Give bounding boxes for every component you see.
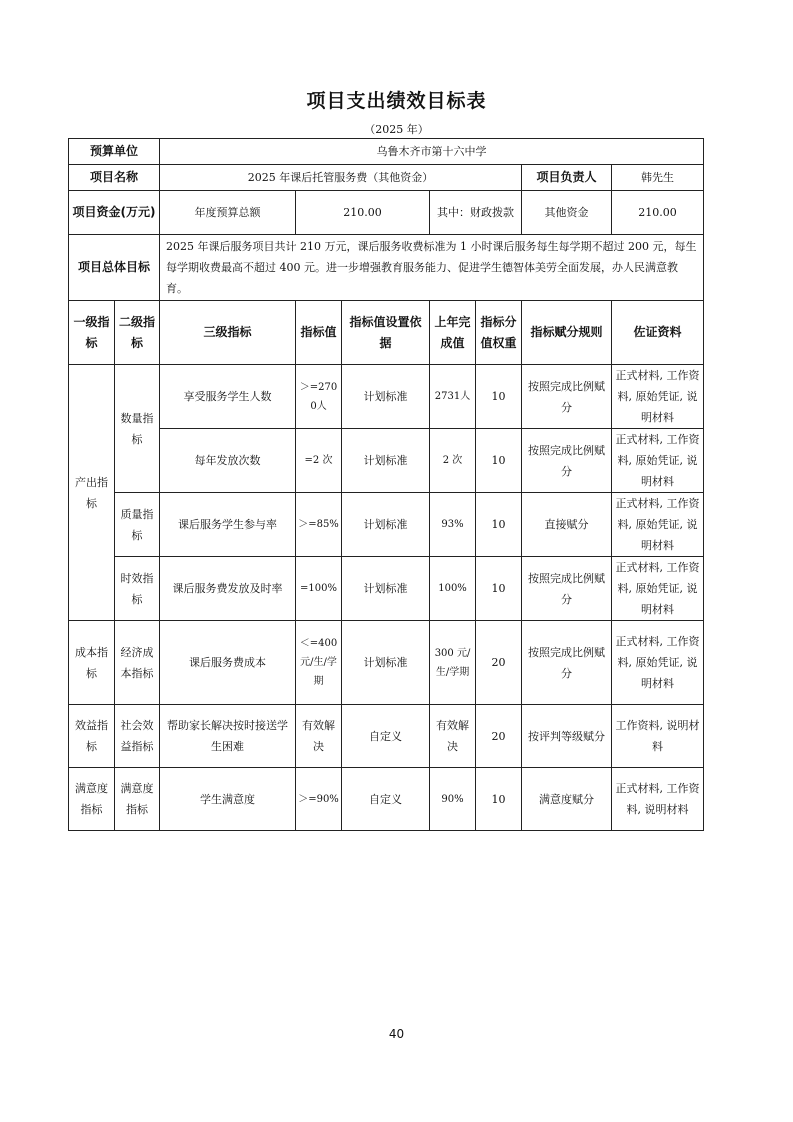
page-number: 40 (388, 1027, 405, 1041)
table-row (69, 768, 704, 831)
table-row (69, 493, 704, 557)
header-cell: 指标值设置依据 (342, 301, 430, 365)
value-cell: ＞=90% (296, 768, 342, 831)
value-cell: ＞=85% (296, 493, 342, 557)
basis-cell: 自定义 (342, 705, 430, 768)
value-cell: ＜=400元/生/学期 (296, 621, 342, 705)
evidence-cell: 工作资料, 说明材料 (612, 705, 704, 768)
table-row (69, 429, 704, 493)
weight-cell: 10 (476, 365, 522, 429)
value-cell: =100% (296, 557, 342, 621)
rule-cell: 按照完成比例赋分 (522, 429, 612, 493)
header-cell: 二级指标 (115, 301, 160, 365)
level2-cell: 时效指标 (115, 557, 160, 621)
level2-cell: 质量指标 (115, 493, 160, 557)
other-label: 其他资金 (522, 191, 612, 235)
basis-cell: 计划标准 (342, 621, 430, 705)
rule-cell: 按评判等级赋分 (522, 705, 612, 768)
header-cell: 佐证资料 (612, 301, 704, 365)
basis-cell: 计划标准 (342, 429, 430, 493)
evidence-cell: 正式材料, 工作资料, 原始凭证, 说明材料 (612, 365, 704, 429)
annual-total-value: 210.00 (296, 191, 430, 235)
value-cell: 有效解决 (296, 705, 342, 768)
level3-cell: 课后服务费发放及时率 (160, 557, 296, 621)
budget-unit-label: 预算单位 (69, 139, 160, 165)
value-cell: ＞=2700人 (296, 365, 342, 429)
rule-cell: 满意度赋分 (522, 768, 612, 831)
basis-cell: 计划标准 (342, 493, 430, 557)
header-cell: 三级指标 (160, 301, 296, 365)
annual-total-label: 年度预算总额 (160, 191, 296, 235)
header-cell: 一级指标 (69, 301, 115, 365)
header-cell: 指标值 (296, 301, 342, 365)
performance-table (68, 138, 704, 831)
level2-cell: 经济成本指标 (115, 621, 160, 705)
project-name-value: 2025 年课后托管服务费（其他资金） (160, 165, 522, 191)
rule-cell: 直接赋分 (522, 493, 612, 557)
weight-cell: 20 (476, 621, 522, 705)
weight-cell: 20 (476, 705, 522, 768)
last-year-cell: 有效解决 (430, 705, 476, 768)
goal-label: 项目总体目标 (69, 235, 160, 301)
evidence-cell: 正式材料, 工作资料, 原始凭证, 说明材料 (612, 429, 704, 493)
leader-label: 项目负责人 (522, 165, 612, 191)
basis-cell: 自定义 (342, 768, 430, 831)
project-name-label: 项目名称 (69, 165, 160, 191)
rule-cell: 按照完成比例赋分 (522, 621, 612, 705)
table-row (69, 557, 704, 621)
table-row (69, 705, 704, 768)
evidence-cell: 正式材料, 工作资料, 原始凭证, 说明材料 (612, 493, 704, 557)
weight-cell: 10 (476, 768, 522, 831)
evidence-cell: 正式材料, 工作资料, 原始凭证, 说明材料 (612, 557, 704, 621)
rule-cell: 按照完成比例赋分 (522, 365, 612, 429)
weight-cell: 10 (476, 493, 522, 557)
value-cell: =2 次 (296, 429, 342, 493)
last-year-cell: 2731人 (430, 365, 476, 429)
level1-cell: 产出指标 (69, 365, 115, 621)
header-cell: 指标分值权重 (476, 301, 522, 365)
evidence-cell: 正式材料, 工作资料, 原始凭证, 说明材料 (612, 621, 704, 705)
level2-cell: 社会效益指标 (115, 705, 160, 768)
last-year-cell: 2 次 (430, 429, 476, 493)
leader-value: 韩先生 (612, 165, 704, 191)
last-year-cell: 100% (430, 557, 476, 621)
other-value: 210.00 (612, 191, 704, 235)
page-title: 项目支出绩效目标表 (306, 90, 487, 112)
goal-text: 2025 年课后服务项目共计 210 万元，课后服务收费标准为 1 小时课后服务每生每学期不超过 200 元，每生每学期收费最高不超过 400 元。进一步增强教育服务能力、促进学生德智体美劳全面发展，办人民满意教育。 (160, 235, 704, 301)
level3-cell: 享受服务学生人数 (160, 365, 296, 429)
last-year-cell: 300 元/生/学期 (430, 621, 476, 705)
level3-cell: 帮助家长解决按时接送学生困难 (160, 705, 296, 768)
header-cell: 指标赋分规则 (522, 301, 612, 365)
weight-cell: 10 (476, 557, 522, 621)
level3-cell: 课后服务学生参与率 (160, 493, 296, 557)
weight-cell: 10 (476, 429, 522, 493)
fiscal-label: 其中：财政拨款 (430, 191, 522, 235)
evidence-cell: 正式材料, 工作资料, 说明材料 (612, 768, 704, 831)
basis-cell: 计划标准 (342, 365, 430, 429)
level1-cell: 成本指标 (69, 621, 115, 705)
rule-cell: 按照完成比例赋分 (522, 557, 612, 621)
level2-cell: 满意度指标 (115, 768, 160, 831)
level2-cell: 数量指标 (115, 365, 160, 493)
last-year-cell: 90% (430, 768, 476, 831)
table-row (69, 621, 704, 705)
level3-cell: 课后服务费成本 (160, 621, 296, 705)
year-label: （2025 年） (364, 123, 429, 136)
table-row (69, 365, 704, 429)
basis-cell: 计划标准 (342, 557, 430, 621)
header-row (69, 301, 704, 365)
level1-cell: 满意度指标 (69, 768, 115, 831)
level3-cell: 每年发放次数 (160, 429, 296, 493)
level1-cell: 效益指标 (69, 705, 115, 768)
budget-unit-value: 乌鲁木齐市第十六中学 (160, 139, 704, 165)
level3-cell: 学生满意度 (160, 768, 296, 831)
header-cell: 上年完成值 (430, 301, 476, 365)
funds-label: 项目资金(万元) (69, 191, 160, 235)
last-year-cell: 93% (430, 493, 476, 557)
